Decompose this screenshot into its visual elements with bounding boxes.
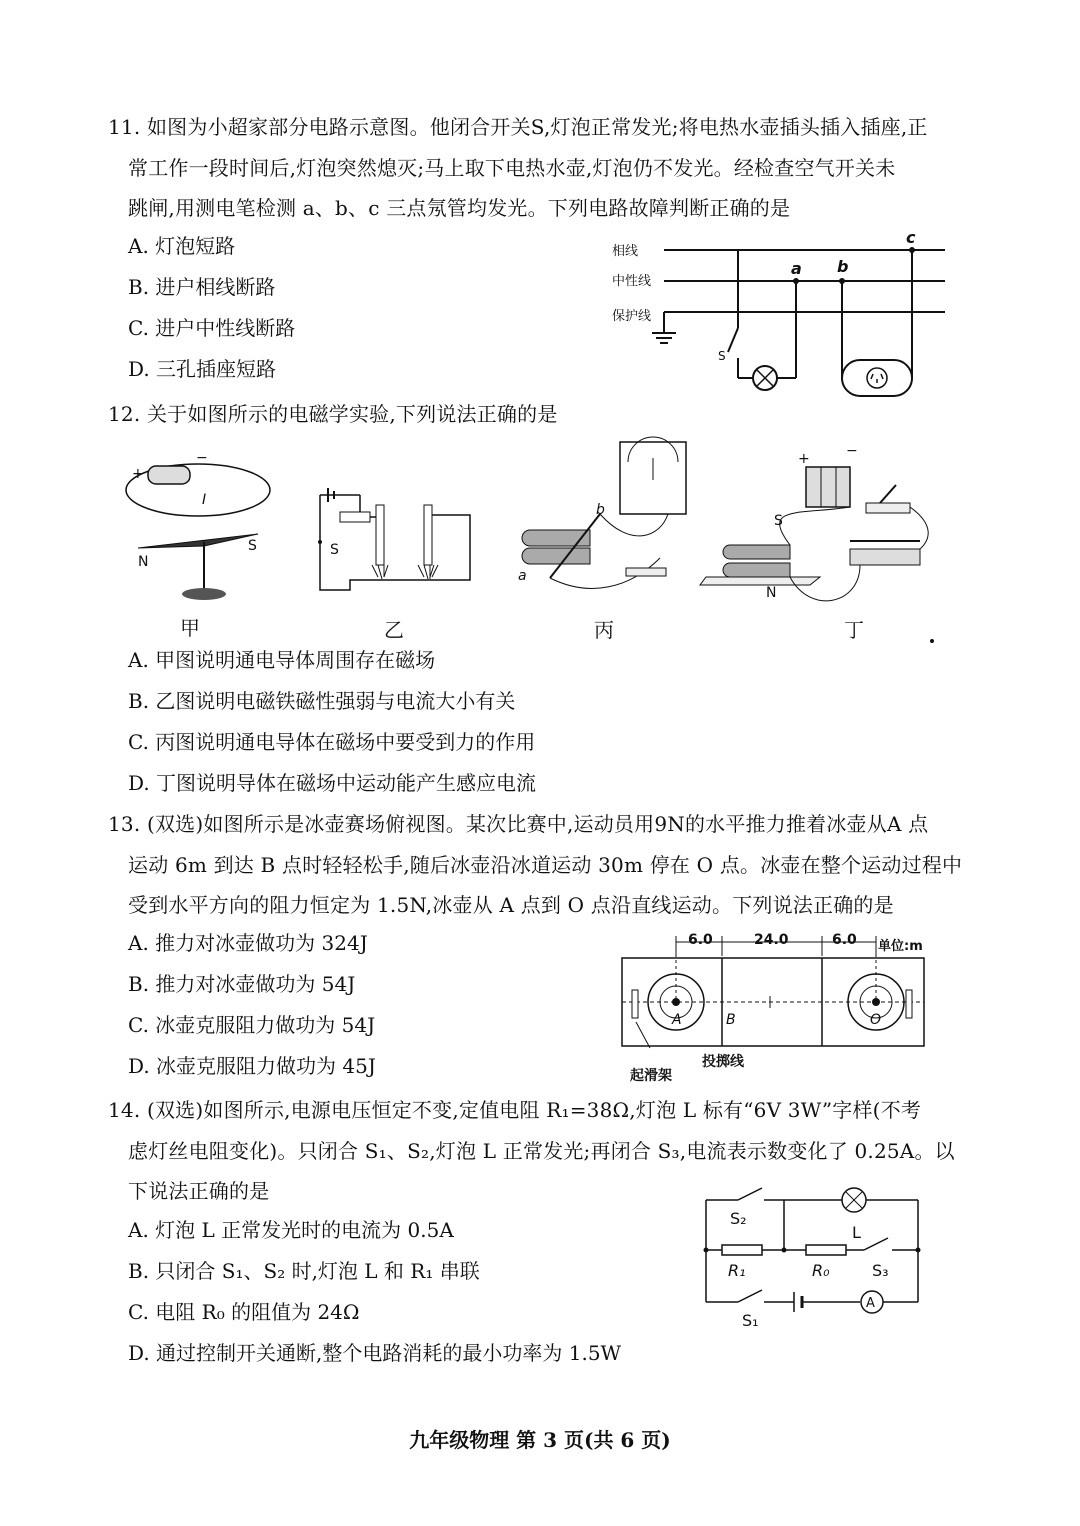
q14-line-1: 14. (双选)如图所示,电源电压恒定不变,定值电阻 R₁=38Ω,灯泡 L 标有“6V 3W”字样(不考 [108, 1098, 922, 1122]
q12-option-a: A. 甲图说明通电导体周围存在磁场 [128, 648, 436, 672]
q11-line-3: 跳闸,用测电笔检测 a、b、c 三点氖管均发光。下列电路故障判断正确的是 [128, 196, 791, 220]
q12-stem: 12. 关于如图所示的电磁学实验,下列说法正确的是 [108, 402, 558, 426]
q13-line-1: 13. (双选)如图所示是冰壶赛场俯视图。某次比赛中,运动员用9N的水平推力推着冰壶从A 点 [108, 812, 929, 836]
plus-label: + [132, 466, 144, 482]
q11-option-a: A. 灯泡短路 [128, 234, 236, 258]
neutral-wire-label: 中性线 [612, 274, 652, 289]
r1-label: R₁ [728, 1261, 746, 1280]
hack-right [906, 990, 912, 1018]
q11-line-2: 常工作一段时间后,灯泡突然熄灭;马上取下电热水壶,灯泡仍不发光。经检查空气开关未 [128, 156, 896, 180]
bing-b-label: b [596, 502, 605, 518]
q13-option-c: C. 冰壶克服阻力做功为 54J [128, 1013, 376, 1037]
start-frame-label: 起滑架 [630, 1068, 672, 1084]
q14-line-3: 下说法正确的是 [128, 1179, 270, 1203]
q14-option-c: C. 电阻 R₀ 的阻值为 24Ω [128, 1300, 360, 1324]
figure-ding [700, 445, 930, 605]
ding-magnet-icon [723, 545, 790, 559]
q14-option-a: A. 灯泡 L 正常发光时的电流为 0.5A [128, 1218, 454, 1242]
u-magnet-icon [522, 530, 590, 546]
q14-option-b: B. 只闭合 S₁、S₂ 时,灯泡 L 和 R₁ 串联 [128, 1259, 480, 1283]
figure-yi [300, 480, 480, 600]
q13-line-3: 受到水平方向的阻力恒定为 1.5N,冰壶从 A 点到 O 点沿直线运动。下列说法正确的是 [128, 893, 894, 917]
q13-option-d: D. 冰壶克服阻力做功为 45J [128, 1054, 376, 1078]
q12-option-d: D. 丁图说明导体在磁场中运动能产生感应电流 [128, 771, 537, 795]
q14-option-d: D. 通过控制开关通断,整个电路消耗的最小功率为 1.5W [128, 1341, 622, 1365]
n-pole-label: N [138, 554, 149, 570]
ding-s-label: S [774, 513, 783, 529]
q13-option-b: B. 推力对冰壶做功为 54J [128, 972, 356, 996]
compass-needle-icon [138, 534, 258, 548]
q11-option-d: D. 三孔插座短路 [128, 357, 277, 381]
switch-s3-icon [864, 1238, 888, 1250]
current-label: I [202, 492, 207, 508]
q12-option-c: C. 丙图说明通电导体在磁场中要受到力的作用 [128, 730, 536, 754]
s1-label: S₁ [742, 1311, 759, 1330]
knife-switch-icon [866, 503, 910, 513]
resistor-r1-icon [722, 1245, 762, 1255]
electromagnet-1-icon [376, 505, 384, 565]
curling-rink-diagram [620, 930, 960, 1084]
caption-bing: 丙 [594, 618, 614, 642]
q12-option-b: B. 乙图说明电磁铁磁性强弱与电流大小有关 [128, 689, 516, 713]
q11-option-b: B. 进户相线断路 [128, 275, 276, 299]
s2-label: S₂ [730, 1209, 747, 1228]
live-wire-label: 相线 [612, 244, 639, 259]
ding-minus-label: − [846, 443, 858, 459]
hack-left [632, 990, 638, 1018]
dim-24: 24.0 [754, 932, 789, 948]
ammeter-label: A [866, 1296, 875, 1311]
electromagnet-2-icon [424, 505, 432, 565]
q11-option-c: C. 进户中性线断路 [128, 316, 296, 340]
resistor-r0-icon [806, 1245, 846, 1255]
switch-s2-icon [738, 1188, 762, 1200]
figure-jia [118, 450, 278, 610]
s3-label: S₃ [872, 1261, 889, 1280]
dim-6-right: 6.0 [832, 932, 857, 948]
page-footer: 九年级物理 第 3 页(共 6 页) [409, 1428, 671, 1452]
q11-line-1: 11. 如图为小超家部分电路示意图。他闭合开关S,灯泡正常发光;将电热水壶插头插入插座,正 [108, 115, 928, 139]
q13-line-2: 运动 6m 到达 B 点时轻轻松手,随后冰壶沿冰道运动 30m 停在 O 点。冰壶在整个运动过程中 [128, 853, 963, 877]
caption-jia: 甲 [180, 616, 200, 640]
minus-label: − [196, 450, 208, 466]
figure-bing [510, 438, 710, 608]
point-o-label: O [870, 1012, 882, 1028]
ding-n-label: N [766, 585, 777, 601]
point-a-label: A [672, 1012, 682, 1028]
throw-line-label: 投掷线 [702, 1054, 744, 1070]
socket-icon [842, 360, 912, 396]
point-c-label: c [906, 228, 916, 247]
bing-a-label: a [518, 568, 527, 584]
q13-option-a: A. 推力对冰壶做功为 324J [128, 931, 368, 955]
q11-circuit-diagram [600, 228, 960, 388]
l-label: L [852, 1223, 861, 1242]
ground-wire-label: 保护线 [612, 309, 652, 324]
rheostat-icon [850, 549, 920, 565]
q14-circuit-diagram [698, 1180, 938, 1330]
unit-label: 单位:m [878, 939, 923, 954]
s-pole-label: S [248, 538, 257, 554]
battery-pack-icon [806, 467, 850, 507]
point-a-label: a [791, 259, 802, 278]
switch-s1-icon [738, 1290, 762, 1302]
caption-ding: 丁 [844, 618, 864, 642]
point-b-label: b [837, 257, 849, 276]
battery-icon [148, 466, 190, 484]
r0-label: R₀ [812, 1261, 830, 1280]
switch-s-label: S [718, 349, 726, 363]
dim-6-left: 6.0 [688, 932, 713, 948]
q14-line-2: 虑灯丝电阻变化)。只闭合 S₁、S₂,灯泡 L 正常发光;再闭合 S₃,电流表示数变化了 0.25A。以 [128, 1139, 955, 1163]
ding-plus-label: + [798, 451, 810, 467]
caption-yi: 乙 [384, 618, 404, 642]
point-b-label: B [726, 1012, 736, 1028]
yi-switch-label: S [330, 542, 339, 558]
